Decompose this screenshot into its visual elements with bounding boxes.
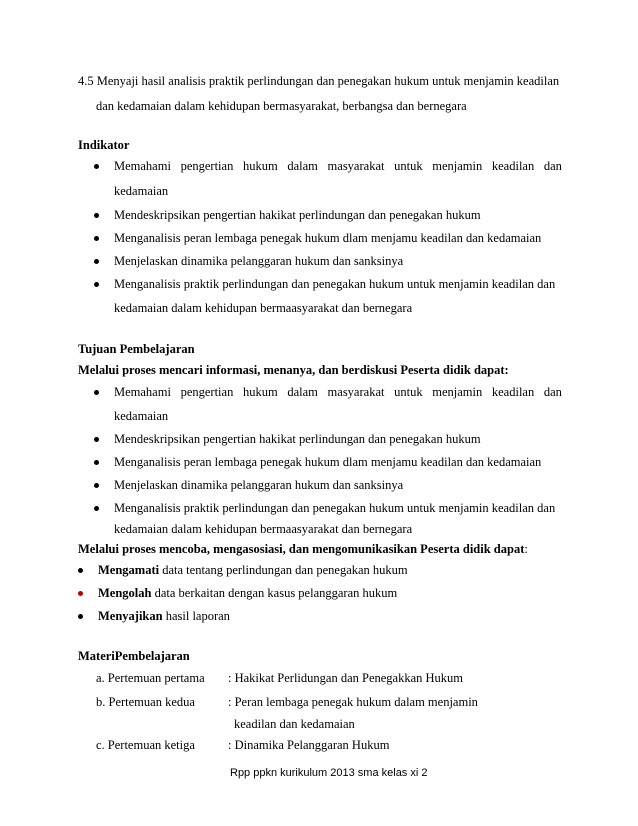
tujuan-heading: Tujuan Pembelajaran	[78, 342, 195, 356]
indikator-heading: Indikator	[78, 138, 130, 152]
bullet-icon	[94, 259, 99, 264]
bullet-icon	[94, 390, 99, 395]
bullet-icon	[94, 506, 99, 511]
bullet-icon	[94, 213, 99, 218]
tujuan-item-5-line-2: kedamaian dalam kehidupan bermaasyarakat dan bernegara	[114, 522, 413, 536]
activity-item-2-bold: Mengolah	[98, 586, 152, 600]
tujuan-item-3: Menganalisis peran lembaga penegak hukum dlam menjamu keadilan dan kedamaian	[114, 455, 542, 469]
materi-row-2-label: b. Pertemuan kedua	[96, 695, 195, 709]
bullet-icon	[94, 236, 99, 241]
materi-row-1-value: : Hakikat Perlidungan dan Penegakkan Hukum	[228, 671, 464, 685]
tujuan-intro: Melalui proses mencari informasi, menanya, dan berdiskusi Peserta didik dapat:	[78, 363, 509, 377]
activity-item-3-text: hasil laporan	[162, 609, 230, 623]
materi-row-2-value: : Peran lembaga penegak hukum dalam menjamin	[228, 695, 478, 709]
tujuan-item-1-line-1: Memahami pengertian hukum dalam masyarakat untuk menjamin keadilan dan	[114, 385, 562, 399]
activity-item-2-text: data berkaitan dengan kasus pelanggaran hukum	[151, 586, 398, 600]
bullet-icon	[94, 483, 99, 488]
bullet-icon	[94, 164, 99, 169]
bullet-icon	[94, 282, 99, 287]
tujuan-item-5-line-1: Menganalisis praktik perlindungan dan penegakan hukum untuk menjamin keadilan dan	[114, 501, 556, 515]
indikator-item-5-line-2: kedamaian dalam kehidupan bermaasyarakat dan bernegara	[114, 301, 413, 315]
activity-item-2	[98, 585, 397, 601]
bullet-icon	[78, 591, 83, 596]
activity-item-1-text: data tentang perlindungan dan penegakan hukum	[159, 563, 408, 577]
tujuan-intro-2-colon: :	[524, 542, 528, 556]
activity-item-1-bold: Mengamati	[98, 563, 160, 577]
indikator-item-2: Mendeskripsikan pengertian hakikat perlindungan dan penegakan hukum	[114, 208, 481, 222]
activity-item-1	[98, 562, 408, 578]
indikator-item-5-line-1: Menganalisis praktik perlindungan dan penegakan hukum untuk menjamin keadilan dan	[114, 277, 556, 291]
activity-item-3-bold: Menyajikan	[98, 609, 163, 623]
materi-row-2-continuation: keadilan dan kedamaian	[234, 717, 355, 731]
materi-row-1-label: a. Pertemuan pertama	[96, 671, 205, 685]
tujuan-item-4: Menjelaskan dinamika pelanggaran hukum dan sanksinya	[114, 478, 404, 492]
activity-item-3	[98, 608, 230, 624]
tujuan-intro-2	[78, 541, 528, 557]
bullet-icon	[94, 437, 99, 442]
materi-row-3-value: : Dinamika Pelanggaran Hukum	[228, 738, 390, 752]
bullet-icon	[94, 460, 99, 465]
tujuan-item-1-line-2: kedamaian	[114, 409, 169, 423]
tujuan-item-2: Mendeskripsikan pengertian hakikat perlindungan dan penegakan hukum	[114, 432, 481, 446]
indikator-item-4: Menjelaskan dinamika pelanggaran hukum dan sanksinya	[114, 254, 404, 268]
materi-heading: MateriPembelajaran	[78, 649, 190, 663]
tujuan-intro-2-bold: Melalui proses mencoba, mengasosiasi, dan mengomunikasikan Peserta didik dapat	[78, 542, 525, 556]
indikator-item-3: Menganalisis peran lembaga penegak hukum dlam menjamu keadilan dan kedamaian	[114, 231, 542, 245]
page-footer: Rpp ppkn kurikulum 2013 sma kelas xi 2	[230, 767, 428, 779]
bullet-icon	[78, 568, 83, 573]
competency-line-1: 4.5 Menyaji hasil analisis praktik perlindungan dan penegakan hukum untuk menjamin keadilan	[78, 74, 560, 88]
competency-line-2: dan kedamaian dalam kehidupan bermasyarakat, berbangsa dan bernegara	[96, 99, 467, 113]
indikator-item-1-line-1: Memahami pengertian hukum dalam masyarakat untuk menjamin keadilan dan	[114, 159, 562, 173]
materi-row-3-label: c. Pertemuan ketiga	[96, 738, 195, 752]
indikator-item-1-line-2: kedamaian	[114, 184, 169, 198]
bullet-icon	[78, 614, 83, 619]
